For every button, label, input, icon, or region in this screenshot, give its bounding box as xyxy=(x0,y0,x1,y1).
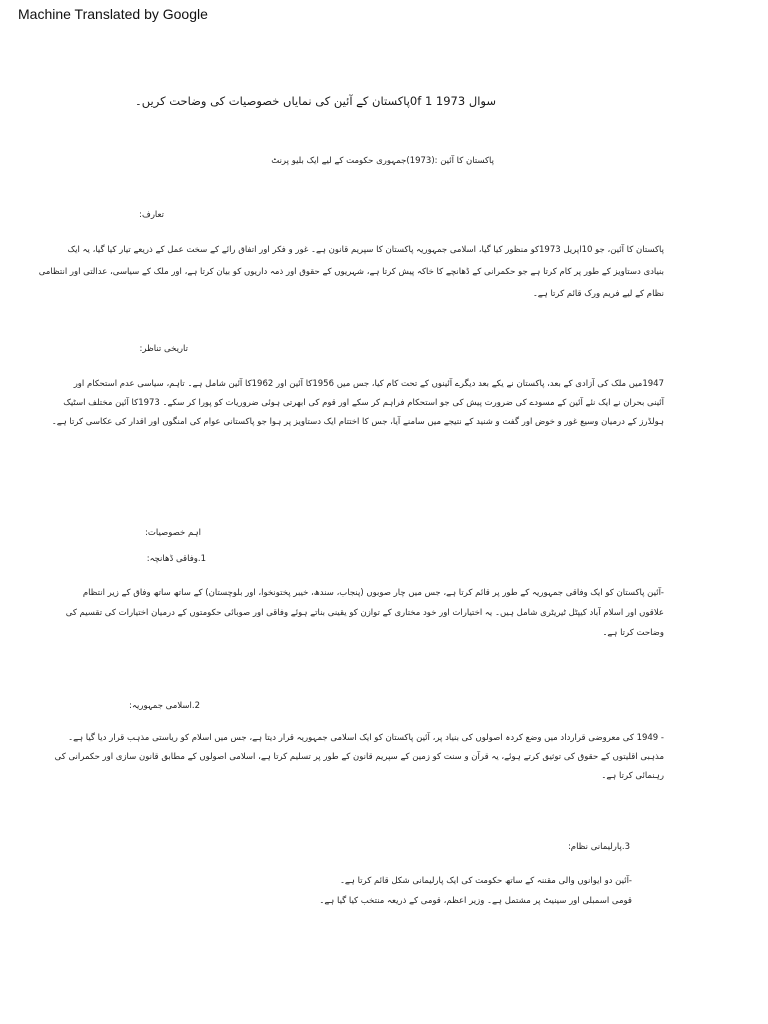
islamic-line: مذہبی اقلیتوں کے حقوق کی توثیق کرتے ہوئے، یہ قرآن و سنت کو زمین کے سپریم قانون کے طور پر تسلیم کرتا ہے، اسلامی اصولوں کے مطابق قانون سازی اور حکمرانی کی xyxy=(54,752,664,762)
parliamentary-paragraph xyxy=(319,871,632,911)
federal-heading: 1.وفاقی ڈھانچہ: xyxy=(146,554,206,564)
federal-line: وضاحت کرتا ہے۔ xyxy=(602,628,664,638)
subtitle: پاکستان کا آئین :(1973)جمہوری حکومت کے لیے ایک بلیو پرنٹ xyxy=(271,156,494,166)
question-title: سوال 1973 0f 1پاکستان کے آئین کی نمایاں خصوصیات کی وضاحت کریں۔ xyxy=(135,94,496,108)
history-line: آئینی بحران نے ایک نئے آئین کے مسودے کی ضرورت پیش کی جو استحکام فراہم کر سکے اور قوم کی ابھرتی ہوئی ضروریات کو پورا کر سکے۔ 1973کا آئین مختلف اسٹیک xyxy=(63,398,664,408)
islamic-paragraph xyxy=(55,729,664,786)
intro-heading: تعارف: xyxy=(139,210,164,220)
parliamentary-heading: 3.پارلیمانی نظام: xyxy=(567,842,630,852)
intro-line: نظام کے لیے فریم ورک قائم کرتا ہے۔ xyxy=(532,289,664,299)
islamic-line: - 1949 کی معروضی قرارداد میں وضع کردہ اصولوں کی بنیاد پر، آئین پاکستان کو ایک اسلامی جمہوریہ قرار دیتا ہے، جس میں اسلام کو ریاستی مذہب قرار دیا گیا ہے۔ xyxy=(68,733,664,743)
history-line: ہولڈرز کے درمیان وسیع غور و خوض اور گفت و شنید کے نتیجے میں سامنے آیا، جس کا اختتام ایک دستاویز پر ہوا جو پاکستانی عوام کی امنگوں اور اقدار کی عکاسی کرتا ہے۔ xyxy=(51,417,664,427)
parliamentary-line: -آئین دو ایوانوں والی مقننہ کے ساتھ حکومت کی ایک پارلیمانی شکل قائم کرتا ہے۔ xyxy=(339,876,632,886)
features-heading: اہم خصوصیات: xyxy=(145,528,201,538)
islamic-heading: 2.اسلامی جمہوریہ: xyxy=(129,701,200,711)
intro-line: بنیادی دستاویز کے طور پر کام کرتا ہے جو حکمرانی کے ڈھانچے کا خاکہ پیش کرتا ہے، شہریوں کے حقوق اور ذمہ داریوں کو بیان کرتا ہے، اور ملک کے سیاسی، عدالتی اور انتظامی xyxy=(38,267,664,277)
federal-line: علاقوں اور اسلام آباد کیپٹل ٹیریٹری شامل ہیں۔ یہ اختیارات اور خود مختاری کے توازن کو یقینی بناتے ہوئے وفاقی اور صوبائی حکومتوں کے درمیان اختیارات کی تقسیم کی xyxy=(65,608,664,618)
history-paragraph xyxy=(52,375,664,432)
history-heading: تاریخی تناظر: xyxy=(139,344,188,354)
machine-translation-banner: Machine Translated by Google xyxy=(18,6,208,22)
intro-paragraph xyxy=(39,239,664,305)
federal-paragraph xyxy=(66,583,664,643)
history-line: 1947میں ملک کی آزادی کے بعد، پاکستان نے یکے بعد دیگرے آئینوں کے تحت کام کیا، جس میں 1956کا آئین اور 1962کا آئین شامل ہے۔ تاہم، سیاسی عدم استحکام اور xyxy=(73,379,664,389)
islamic-line: رہنمائی کرتا ہے۔ xyxy=(601,771,664,781)
intro-line: پاکستان کا آئین، جو 10اپریل 1973کو منظور کیا گیا، اسلامی جمہوریہ پاکستان کا سپریم قانون ہے۔ غور و فکر اور اتفاق رائے کے سخت عمل کے ذریعے تیار کیا گیا، یہ ایک xyxy=(67,245,664,255)
parliamentary-line: قومی اسمبلی اور سینیٹ پر مشتمل ہے۔ وزیر اعظم، قومی کے ذریعہ منتخب کیا گیا ہے۔ xyxy=(319,896,632,906)
federal-line: -آئین پاکستان کو ایک وفاقی جمہوریہ کے طور پر قائم کرتا ہے، جس میں چار صوبوں (پنجاب، سندھ، خیبر پختونخوا، اور بلوچستان) کے ساتھ ساتھ وفاق کے زیر انتظام xyxy=(82,588,664,598)
